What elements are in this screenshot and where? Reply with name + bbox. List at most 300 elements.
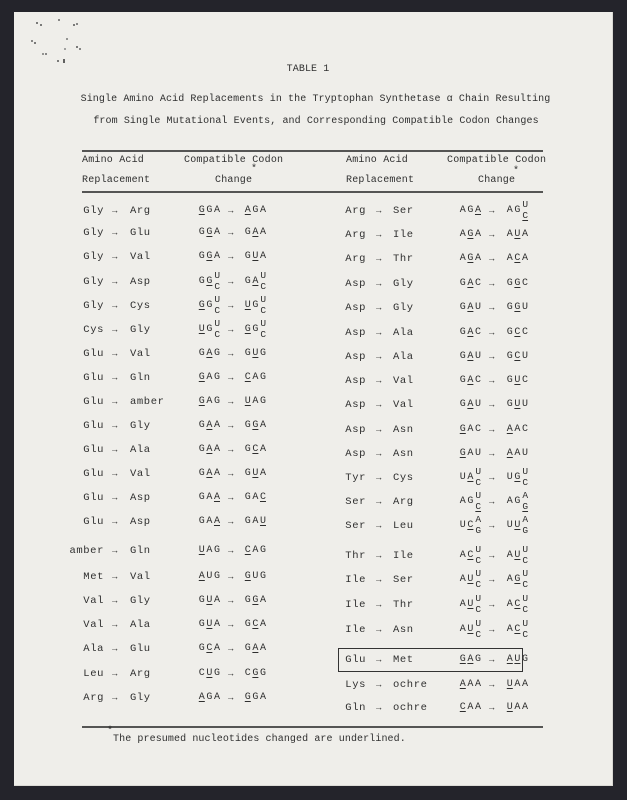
codon-base: G xyxy=(252,324,259,335)
codon-base: U xyxy=(506,520,513,531)
codon-base: U xyxy=(252,571,259,582)
wobble-bottom-base: C xyxy=(475,501,482,512)
codon-base: G xyxy=(259,396,266,407)
amino-acid-to: Cys xyxy=(130,300,151,312)
codon-from xyxy=(459,252,482,266)
footnote-mark: * xyxy=(107,726,114,737)
codon-base: A xyxy=(467,654,474,665)
wobble-top-base: U xyxy=(214,270,221,281)
table-row xyxy=(0,374,627,388)
codon-to xyxy=(506,199,529,221)
table-row xyxy=(0,199,627,221)
codon-base: C xyxy=(459,702,466,713)
header-left-codon-line-2: Change xyxy=(215,175,253,186)
header-left-codon-line-1: Compatible Codon xyxy=(184,155,284,166)
arrow-icon: → xyxy=(228,421,234,431)
codon-base: G xyxy=(252,300,259,311)
codon-base: A xyxy=(506,654,513,665)
codon-from xyxy=(459,423,482,437)
codon-base: G xyxy=(252,692,259,703)
amino-acid-from: Asp xyxy=(345,448,366,460)
codon-from xyxy=(459,678,482,692)
codon-base: G xyxy=(506,351,513,362)
table-row xyxy=(0,653,627,667)
codon-base: C xyxy=(474,327,481,338)
codon-base: G xyxy=(514,496,521,507)
amino-acid-to: Ser xyxy=(393,205,414,217)
table-row xyxy=(0,544,627,566)
codon-base: G xyxy=(252,420,259,431)
codon-base: G xyxy=(198,420,205,431)
wobble-top-base: U xyxy=(475,544,482,555)
codon-base: A xyxy=(259,444,266,455)
amino-acid-from: Ile xyxy=(345,624,366,636)
arrow-icon: → xyxy=(489,551,495,561)
codon-base: A xyxy=(521,702,528,713)
codon-base: C xyxy=(259,492,266,503)
header-right-replacement-line-1: Amino Acid xyxy=(346,155,409,166)
table-top-rule xyxy=(82,150,543,152)
codon-base: A xyxy=(467,679,474,690)
arrow-icon: → xyxy=(112,206,118,216)
codon-from xyxy=(459,301,482,315)
amino-acid-to: Arg xyxy=(393,496,414,508)
codon-base: G xyxy=(459,424,466,435)
amino-acid-to: Cys xyxy=(393,472,414,484)
codon-base: A xyxy=(252,643,259,654)
codon-base: A xyxy=(521,253,528,264)
codon-wobble-position xyxy=(521,618,529,640)
codon-base: U xyxy=(474,399,481,410)
arrow-icon: → xyxy=(228,301,234,311)
table-row xyxy=(0,568,627,590)
codon-base: A xyxy=(206,372,213,383)
table-row xyxy=(0,678,627,692)
codon-base: C xyxy=(252,619,259,630)
arrow-icon: → xyxy=(489,680,495,690)
codon-base: G xyxy=(198,643,205,654)
arrow-icon: → xyxy=(489,521,495,531)
codon-base: A xyxy=(213,227,220,238)
arrow-icon: → xyxy=(489,449,495,459)
amino-acid-to: Asp xyxy=(130,276,151,288)
arrow-icon: → xyxy=(376,230,382,240)
wobble-bottom-base: C xyxy=(214,281,221,292)
amino-acid-to: Leu xyxy=(393,520,414,532)
table-row xyxy=(0,423,627,437)
codon-base: A xyxy=(244,205,251,216)
arrow-icon: → xyxy=(376,680,382,690)
highlight-box xyxy=(338,648,523,672)
codon-base: G xyxy=(459,399,466,410)
amino-acid-to: Thr xyxy=(393,599,414,611)
amino-acid-from: amber xyxy=(69,545,104,557)
codon-base: G xyxy=(459,278,466,289)
amino-acid-from: Ser xyxy=(345,520,366,532)
codon-base: U xyxy=(506,702,513,713)
arrow-icon: → xyxy=(489,600,495,610)
codon-base: G xyxy=(244,619,251,630)
codon-base: A xyxy=(467,351,474,362)
wobble-bottom-base: C xyxy=(522,579,529,590)
amino-acid-from: Glu xyxy=(83,444,104,456)
codon-base: G xyxy=(244,227,251,238)
codon-from xyxy=(459,514,482,536)
codon-base: A xyxy=(206,420,213,431)
arrow-icon: → xyxy=(228,546,234,556)
codon-base: A xyxy=(259,468,266,479)
arrow-icon: → xyxy=(228,469,234,479)
table-row xyxy=(0,326,627,340)
codon-base: G xyxy=(514,302,521,313)
codon-to xyxy=(506,618,529,640)
arrow-icon: → xyxy=(376,521,382,531)
table-row xyxy=(0,398,627,412)
codon-base: A xyxy=(506,496,513,507)
arrow-icon: → xyxy=(112,421,118,431)
header-right-codon-line-1: Compatible Codon xyxy=(447,155,547,166)
codon-base: A xyxy=(467,278,474,289)
arrow-icon: → xyxy=(376,449,382,459)
codon-to xyxy=(506,350,529,364)
arrow-icon: → xyxy=(376,206,382,216)
wobble-bottom-base: C xyxy=(214,329,221,340)
codon-base: U xyxy=(521,302,528,313)
arrow-icon: → xyxy=(489,279,495,289)
wobble-top-base: U xyxy=(214,294,221,305)
codon-base: G xyxy=(459,654,466,665)
table-title-line-2: from Single Mutational Events, and Corresponding Compatible Codon Changes xyxy=(93,116,539,127)
codon-base: A xyxy=(213,468,220,479)
codon-from xyxy=(459,544,482,566)
codon-base: G xyxy=(206,227,213,238)
arrow-icon: → xyxy=(228,445,234,455)
wobble-top-base: U xyxy=(522,618,529,629)
codon-base: C xyxy=(474,278,481,289)
arrow-icon: → xyxy=(489,230,495,240)
amino-acid-to: Ala xyxy=(393,351,414,363)
codon-base: G xyxy=(244,692,251,703)
codon-base: U xyxy=(467,599,474,610)
amino-acid-to: ochre xyxy=(393,702,428,714)
codon-base: A xyxy=(474,229,481,240)
codon-base: A xyxy=(259,251,266,262)
header-right-replacement-line-2: Replacement xyxy=(346,175,415,186)
table-header-rule xyxy=(82,191,543,193)
amino-acid-to: Gly xyxy=(130,324,151,336)
codon-from xyxy=(459,593,482,615)
arrow-icon: → xyxy=(228,644,234,654)
codon-base: A xyxy=(252,516,259,527)
amino-acid-from: Glu xyxy=(83,396,104,408)
codon-base: G xyxy=(252,595,259,606)
table-label: TABLE 1 xyxy=(286,64,330,75)
amino-acid-to: Gly xyxy=(393,278,414,290)
codon-base: A xyxy=(506,624,513,635)
codon-wobble-position xyxy=(474,490,482,512)
codon-base: G xyxy=(244,420,251,431)
amino-acid-from: Cys xyxy=(83,324,104,336)
arrow-icon: → xyxy=(489,497,495,507)
table-row xyxy=(0,514,627,536)
arrow-icon: → xyxy=(228,206,234,216)
codon-base: U xyxy=(474,302,481,313)
arrow-icon: → xyxy=(112,493,118,503)
codon-base: C xyxy=(474,375,481,386)
codon-base: A xyxy=(521,229,528,240)
codon-base: C xyxy=(467,520,474,531)
codon-to xyxy=(506,301,529,315)
arrow-icon: → xyxy=(489,254,495,264)
codon-base: A xyxy=(206,516,213,527)
wobble-bottom-base: C xyxy=(475,477,482,488)
amino-acid-to: Ile xyxy=(393,550,414,562)
codon-base: G xyxy=(213,571,220,582)
codon-to xyxy=(506,678,529,692)
codon-wobble-position xyxy=(474,514,482,536)
arrow-icon: → xyxy=(112,644,118,654)
arrow-icon: → xyxy=(489,400,495,410)
arrow-icon: → xyxy=(112,301,118,311)
amino-acid-from: Ile xyxy=(345,599,366,611)
codon-base: A xyxy=(506,229,513,240)
codon-from xyxy=(459,447,482,461)
amino-acid-from: Ala xyxy=(83,643,104,655)
codon-base: G xyxy=(244,251,251,262)
codon-base: A xyxy=(213,205,220,216)
amino-acid-from: Gly xyxy=(83,300,104,312)
arrow-icon: → xyxy=(112,277,118,287)
codon-base: G xyxy=(244,444,251,455)
codon-base: U xyxy=(206,668,213,679)
codon-base: G xyxy=(244,643,251,654)
arrow-icon: → xyxy=(228,620,234,630)
amino-acid-from: Val xyxy=(83,619,104,631)
codon-base: A xyxy=(213,516,220,527)
table-row xyxy=(0,301,627,315)
codon-base: U xyxy=(514,550,521,561)
codon-to xyxy=(506,568,529,590)
codon-base: G xyxy=(206,251,213,262)
amino-acid-from: Asp xyxy=(345,278,366,290)
amino-acid-from: Gly xyxy=(83,251,104,263)
codon-base: A xyxy=(213,420,220,431)
arrow-icon: → xyxy=(112,228,118,238)
amino-acid-to: Glu xyxy=(130,227,151,239)
arrow-icon: → xyxy=(489,575,495,585)
codon-base: G xyxy=(244,468,251,479)
codon-base: A xyxy=(514,448,521,459)
arrow-icon: → xyxy=(376,254,382,264)
paper-specks xyxy=(36,22,38,24)
codon-base: A xyxy=(459,679,466,690)
codon-base: U xyxy=(244,396,251,407)
wobble-bottom-base: C xyxy=(522,629,529,640)
codon-base: U xyxy=(514,654,521,665)
amino-acid-to: Gln xyxy=(130,545,151,557)
codon-base: G xyxy=(514,574,521,585)
codon-wobble-position xyxy=(521,490,529,512)
codon-base: A xyxy=(259,643,266,654)
arrow-icon: → xyxy=(112,445,118,455)
codon-base: U xyxy=(244,300,251,311)
arrow-icon: → xyxy=(376,425,382,435)
amino-acid-to: Ala xyxy=(393,327,414,339)
codon-base: A xyxy=(252,492,259,503)
amino-acid-to: Gln xyxy=(130,372,151,384)
codon-base: A xyxy=(206,468,213,479)
codon-base: A xyxy=(474,253,481,264)
amino-acid-to: Gly xyxy=(130,692,151,704)
arrow-icon: → xyxy=(228,349,234,359)
amino-acid-to: Ala xyxy=(130,444,151,456)
codon-base: A xyxy=(467,448,474,459)
arrow-icon: → xyxy=(228,373,234,383)
table-bottom-rule xyxy=(82,726,543,728)
codon-from xyxy=(459,350,482,364)
codon-from xyxy=(459,398,482,412)
amino-acid-from: Asp xyxy=(345,302,366,314)
amino-acid-to: Arg xyxy=(130,668,151,680)
wobble-top-base: U xyxy=(522,568,529,579)
codon-base: G xyxy=(259,668,266,679)
codon-base: G xyxy=(206,692,213,703)
codon-base: C xyxy=(474,424,481,435)
amino-acid-from: Thr xyxy=(345,550,366,562)
codon-base: G xyxy=(514,278,521,289)
arrow-icon: → xyxy=(112,669,118,679)
codon-base: C xyxy=(244,372,251,383)
codon-base: A xyxy=(459,550,466,561)
codon-base: A xyxy=(459,229,466,240)
codon-base: G xyxy=(459,327,466,338)
arrow-icon: → xyxy=(376,655,382,665)
arrow-icon: → xyxy=(112,620,118,630)
amino-acid-from: Tyr xyxy=(345,472,366,484)
arrow-icon: → xyxy=(228,325,234,335)
codon-base: C xyxy=(514,599,521,610)
wobble-bottom-base: C xyxy=(522,210,529,221)
codon-base: A xyxy=(467,472,474,483)
codon-base: G xyxy=(467,496,474,507)
wobble-bottom-base: G xyxy=(475,525,482,536)
codon-base: G xyxy=(206,205,213,216)
codon-base: G xyxy=(459,302,466,313)
codon-base: A xyxy=(467,327,474,338)
codon-base: G xyxy=(459,448,466,459)
wobble-top-base: U xyxy=(475,490,482,501)
codon-base: U xyxy=(206,595,213,606)
codon-base: G xyxy=(213,348,220,359)
arrow-icon: → xyxy=(489,206,495,216)
codon-base: G xyxy=(206,276,213,287)
amino-acid-to: Gly xyxy=(130,595,151,607)
codon-base: U xyxy=(474,351,481,362)
amino-acid-to: Ile xyxy=(393,229,414,241)
codon-base: U xyxy=(459,520,466,531)
codon-wobble-position xyxy=(521,544,529,566)
codon-base: U xyxy=(514,229,521,240)
codon-base: G xyxy=(213,372,220,383)
codon-base: G xyxy=(198,396,205,407)
arrow-icon: → xyxy=(376,376,382,386)
header-right-codon-line-2: Change xyxy=(478,175,516,186)
amino-acid-from: Asp xyxy=(345,327,366,339)
amino-acid-to: Gly xyxy=(393,302,414,314)
codon-base: A xyxy=(459,496,466,507)
arrow-icon: → xyxy=(112,572,118,582)
codon-base: G xyxy=(252,668,259,679)
amino-acid-to: Val xyxy=(130,571,151,583)
codon-base: A xyxy=(213,251,220,262)
wobble-bottom-base: C xyxy=(260,305,267,316)
codon-base: A xyxy=(467,399,474,410)
amino-acid-from: Glu xyxy=(83,468,104,480)
wobble-top-base: A xyxy=(522,490,529,501)
codon-base: G xyxy=(198,300,205,311)
header-left-replacement-line-1: Amino Acid xyxy=(82,155,145,166)
codon-base: G xyxy=(198,205,205,216)
table-title-line-1: Single Amino Acid Replacements in the Tryptophan Synthetase α Chain Resulting xyxy=(80,94,551,105)
codon-base: A xyxy=(259,595,266,606)
arrow-icon: → xyxy=(228,397,234,407)
codon-from xyxy=(459,374,482,388)
wobble-top-base: U xyxy=(522,544,529,555)
codon-from xyxy=(459,326,482,340)
codon-base: C xyxy=(206,643,213,654)
wobble-bottom-base: G xyxy=(522,525,529,536)
codon-to xyxy=(506,514,529,536)
codon-base: G xyxy=(198,492,205,503)
amino-acid-to: Asn xyxy=(393,624,414,636)
codon-base: A xyxy=(467,302,474,313)
arrow-icon: → xyxy=(112,693,118,703)
amino-acid-to: Asn xyxy=(393,424,414,436)
amino-acid-from: Ser xyxy=(345,496,366,508)
codon-base: U xyxy=(514,399,521,410)
codon-base: G xyxy=(198,595,205,606)
amino-acid-from: Glu xyxy=(83,372,104,384)
codon-base: A xyxy=(206,444,213,455)
amino-acid-to: Gly xyxy=(130,420,151,432)
codon-base: G xyxy=(506,399,513,410)
arrow-icon: → xyxy=(376,625,382,635)
codon-base: U xyxy=(474,448,481,459)
wobble-top-base: U xyxy=(475,593,482,604)
codon-from xyxy=(459,701,482,715)
codon-base: G xyxy=(244,595,251,606)
arrow-icon: → xyxy=(376,303,382,313)
codon-wobble-position xyxy=(521,514,529,536)
codon-base: A xyxy=(213,619,220,630)
codon-base: G xyxy=(514,472,521,483)
codon-base: A xyxy=(506,424,513,435)
wobble-bottom-base: C xyxy=(522,604,529,615)
wobble-bottom-base: C xyxy=(475,555,482,566)
codon-base: A xyxy=(514,702,521,713)
wobble-bottom-base: G xyxy=(522,501,529,512)
wobble-top-base: U xyxy=(522,199,529,210)
wobble-bottom-base: C xyxy=(214,305,221,316)
codon-base: U xyxy=(514,520,521,531)
codon-base: G xyxy=(198,348,205,359)
codon-base: U xyxy=(259,516,266,527)
table-row xyxy=(0,350,627,364)
amino-acid-to: ochre xyxy=(393,679,428,691)
codon-wobble-position xyxy=(521,199,529,221)
arrow-icon: → xyxy=(228,228,234,238)
amino-acid-to: Asp xyxy=(130,516,151,528)
